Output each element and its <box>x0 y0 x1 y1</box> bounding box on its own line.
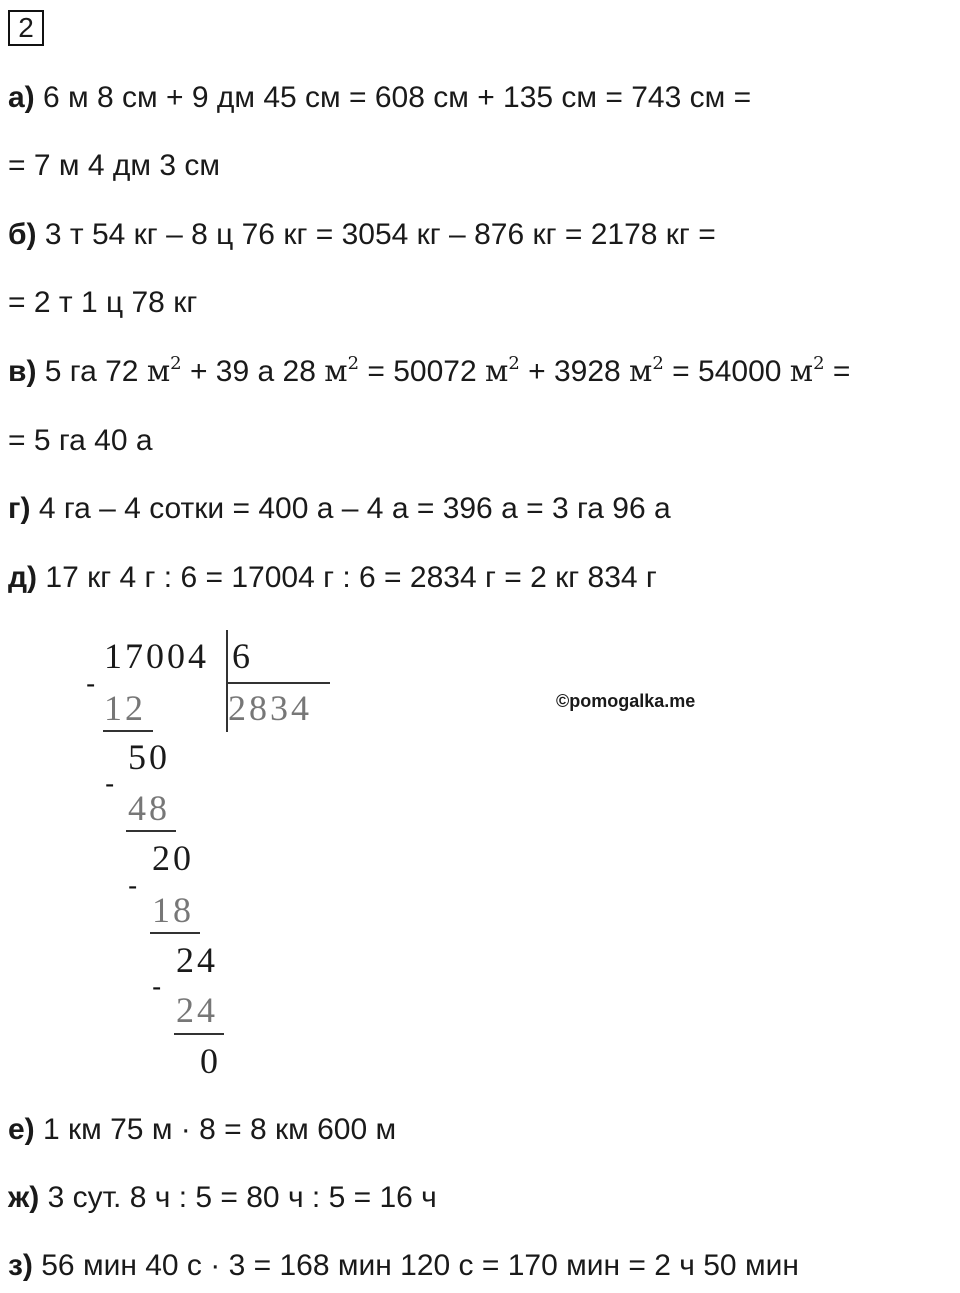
item-text: 56 мин 40 с · 3 = 168 мин 120 с = 170 мин = 2 ч 50 мин <box>32 1249 799 1282</box>
item-label: ж) <box>8 1181 40 1214</box>
line-zh <box>8 1178 437 1218</box>
divisor: 6 <box>232 636 253 676</box>
item-label: д) <box>8 561 38 594</box>
step-line <box>150 932 200 934</box>
item-text: = 54000 <box>663 355 790 388</box>
step-subtrahend: 18 <box>152 890 194 930</box>
line-a <box>8 78 751 118</box>
step-subtrahend: 12 <box>104 688 146 728</box>
item-text: = <box>824 355 851 388</box>
line-d <box>8 558 657 598</box>
line-g <box>8 489 671 529</box>
line-z <box>8 1246 799 1286</box>
line-b-cont: = 2 т 1 ц 78 кг <box>8 286 198 319</box>
line-v <box>8 352 850 392</box>
item-text: = 50072 <box>359 355 485 388</box>
line-e <box>8 1110 396 1150</box>
item-text: 3 сут. 8 ч : 5 = 80 ч : 5 = 16 ч <box>39 1181 437 1214</box>
item-label: б) <box>8 218 37 251</box>
step-line <box>103 730 153 732</box>
line-a-cont: = 7 м 4 дм 3 см <box>8 149 220 182</box>
step-remainder: 50 <box>128 737 170 777</box>
item-label: з) <box>8 1249 33 1282</box>
item-label: г) <box>8 492 31 525</box>
minus-sign: - <box>105 768 115 799</box>
task-number: 2 <box>8 10 44 46</box>
dividend: 17004 <box>104 636 209 676</box>
step-remainder: 24 <box>176 940 218 980</box>
item-label: а) <box>8 81 35 114</box>
step-line <box>174 1033 224 1035</box>
unit-m2: $м^2$ <box>484 353 520 389</box>
item-text: + 39 а 28 <box>181 355 325 388</box>
final-remainder: 0 <box>200 1041 221 1081</box>
item-text: + 3928 <box>519 355 630 388</box>
unit-m2: $м^2$ <box>789 353 825 389</box>
quotient: 2834 <box>228 688 312 728</box>
item-label: в) <box>8 355 37 388</box>
step-remainder: 20 <box>152 838 194 878</box>
unit-m2: $м^2$ <box>146 353 182 389</box>
watermark: ©pomogalka.me <box>556 691 696 711</box>
item-text: 1 км 75 м · 8 = 8 км 600 м <box>34 1113 397 1146</box>
step-subtrahend: 48 <box>128 788 170 828</box>
minus-sign: - <box>86 668 96 699</box>
step-subtrahend: 24 <box>176 990 218 1030</box>
line-b <box>8 215 716 255</box>
item-text: 4 га – 4 сотки = 400 а – 4 а = 396 а = 3 га 96 а <box>30 492 671 525</box>
unit-m2: $м^2$ <box>629 353 664 389</box>
step-line <box>126 830 176 832</box>
item-text: 17 кг 4 г : 6 = 17004 г : 6 = 2834 г = 2 кг 834 г <box>37 561 657 594</box>
line-v-cont: = 5 га 40 а <box>8 424 153 457</box>
item-text: 3 т 54 кг – 8 ц 76 кг = 3054 кг – 876 кг = 2178 кг = <box>36 218 716 251</box>
division-divisor-bar <box>226 682 330 684</box>
minus-sign: - <box>128 870 138 901</box>
item-text: 6 м 8 см + 9 дм 45 см = 608 см + 135 см = 743 см = <box>34 81 752 114</box>
minus-sign: - <box>152 971 162 1002</box>
item-label: е) <box>8 1113 35 1146</box>
item-text: 5 га 72 <box>36 355 147 388</box>
unit-m2: $м^2$ <box>324 353 360 389</box>
